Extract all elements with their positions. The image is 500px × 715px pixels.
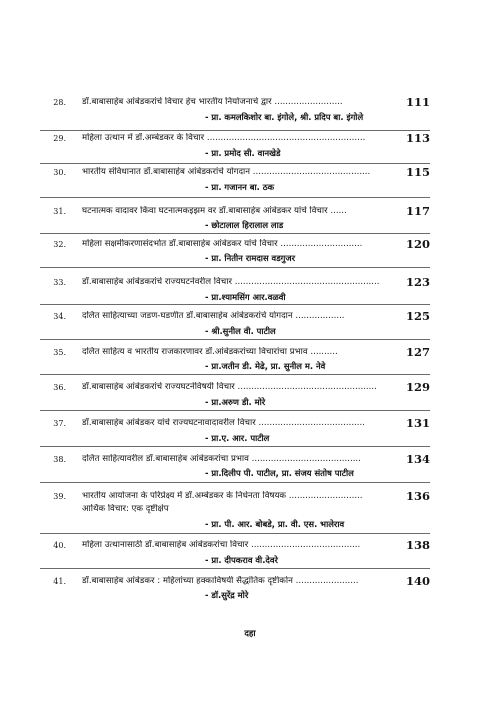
- divider: [40, 446, 430, 447]
- entry-number: 38.: [53, 455, 66, 464]
- entry-title: घटनात्मक वादावर किंवा घटनात्मकइझम वर डॉ.बाबासाहेब आंबेडकर यांचे विचार ......: [82, 206, 347, 216]
- entry-title: महिला सक्षमीकरणासंदर्भात डॉ.बाबासाहेब आंबेडकर यांचे विचार ..............................: [82, 239, 363, 249]
- divider: [40, 304, 430, 305]
- entry-title: दलित साहित्यावरील डॉ.बाबासाहेब आंबेडकरांचा प्रभाव ........................................: [82, 454, 361, 464]
- entry-author: - प्रा.जतीन डी. मेढे, प्रा. सुनील म. नेवे: [205, 361, 326, 371]
- entry-number: 29.: [53, 134, 66, 143]
- entry-page-number: 129: [406, 380, 431, 394]
- entry-title: डॉ.बाबासाहेब आंबेडकर यांचे राज्यघटनावादावरील विचार .......................................: [82, 418, 365, 428]
- entry-title: डॉ.बाबासाहेब आंबेडकरांचे राज्यघटनेविषयी विचार ...................................................: [82, 382, 377, 392]
- divider: [40, 163, 430, 164]
- entry-number: 30.: [53, 168, 66, 177]
- entry-page-number: 123: [406, 275, 431, 289]
- entry-page-number: 113: [406, 131, 431, 145]
- entry-number: 39.: [53, 492, 66, 501]
- entry-author: - प्रा.अरुण डी. मोरे: [205, 397, 266, 407]
- entry-page-number: 127: [406, 345, 431, 359]
- entry-page-number: 134: [406, 452, 431, 466]
- entry-number: 28.: [53, 98, 66, 107]
- entry-number: 34.: [53, 312, 66, 321]
- entry-page-number: 138: [406, 538, 431, 552]
- entry-author: - प्रा.दिलीप पी. पाटील, प्रा. संजय संतोष पाटील: [205, 468, 354, 478]
- divider: [40, 130, 430, 131]
- entry-title: डॉ.बाबासाहेब आंबेडकरांचे विचार हेच भारतीय नियोजनाचे द्वार .........................: [82, 97, 343, 107]
- entry-title: महिला उत्थान में डॉ.अम्बेडकर के विचार ..........................................................: [82, 133, 366, 143]
- entry-author: - प्रा. प्रमोद सी. वानखेडे: [205, 148, 281, 158]
- entry-author: - प्रा. दीपकराव वी.देवरे: [205, 555, 278, 565]
- entry-page-number: 117: [406, 204, 431, 218]
- divider: [40, 533, 430, 534]
- entry-page-number: 115: [406, 165, 431, 179]
- entry-author: - प्रा.ए. आर. पाटील: [205, 433, 270, 443]
- page-footer-number: दहा: [244, 629, 256, 639]
- entry-number: 40.: [53, 541, 66, 550]
- entry-number: 41.: [53, 577, 66, 586]
- entry-page-number: 136: [406, 489, 431, 503]
- entry-title: दलित साहित्य व भारतीय राजकारणावर डॉ.आंबेडकरांच्या विचारांचा प्रभाव ..........: [82, 347, 338, 357]
- divider: [40, 568, 430, 569]
- divider: [40, 374, 430, 375]
- entry-page-number: 140: [406, 574, 431, 588]
- entry-title: दलित साहित्याच्या जडण-घडणीत डॉ.बाबासाहेब आंबेडकरांचे योगदान ..................: [82, 311, 345, 321]
- entry-author: - छोटालाल हिरालाल लाड: [205, 220, 284, 230]
- entry-number: 37.: [53, 419, 66, 428]
- divider: [40, 482, 430, 483]
- entry-number: 36.: [53, 383, 66, 392]
- divider: [40, 339, 430, 340]
- entry-page-number: 125: [406, 309, 431, 323]
- divider: [40, 233, 430, 234]
- divider: [40, 410, 430, 411]
- entry-author: - श्री.सुनील वी. पाटील: [205, 326, 276, 336]
- entry-number: 33.: [53, 278, 66, 287]
- divider: [40, 197, 430, 198]
- entry-author: - प्रा. नितीन रामदास वडगुजर: [205, 253, 296, 263]
- entry-page-number: 131: [406, 416, 431, 430]
- entry-title-continuation: आर्थिक विचार: एक दृष्टीक्षेप: [82, 504, 169, 514]
- entry-title: डॉ.बाबासाहेब आंबेडकर : महिलांच्या हक्काविषयी सैद्धांतिक दृष्टीकोन .......................: [82, 576, 359, 586]
- entry-number: 32.: [53, 240, 66, 249]
- entry-page-number: 111: [406, 95, 431, 109]
- entry-author: - प्रा. पी. आर. बोबडे, प्रा. वी. एस. भालेराव: [205, 519, 345, 529]
- entry-title: भारतीय आयोजना के परिप्रेक्ष्य में डॉ.अम्बेडकर के निर्धनता विषयक ...........................: [82, 491, 363, 501]
- entry-author: - प्रा.श्यामसिंग आर.वळवी: [205, 292, 286, 302]
- entry-title: महिला उत्थानासाठी डॉ.बाबासाहेब आंबेडकरांचा विचार ........................................: [82, 540, 361, 550]
- entry-page-number: 120: [406, 237, 431, 251]
- entry-title: डॉ.बाबासाहेब आंबेडकरांचे राज्यघटनेवरील विचार .....................................................: [82, 277, 380, 287]
- entry-number: 31.: [53, 207, 66, 216]
- divider: [40, 267, 430, 268]
- entry-author: - प्रा. गजानन बा. ठक: [205, 182, 275, 192]
- entry-author: - प्रा. कमलकिशोर बा. इंगोले, श्री. प्रदिप बा. इंगोले: [205, 112, 364, 122]
- entry-title: भारतीय संविधानात डॉ.बाबासाहेब आंबेडकरांचे योगदान ...........................................: [82, 167, 371, 177]
- entry-number: 35.: [53, 348, 66, 357]
- entry-author: - डॉ.सुरेंद्र मोरे: [205, 590, 249, 600]
